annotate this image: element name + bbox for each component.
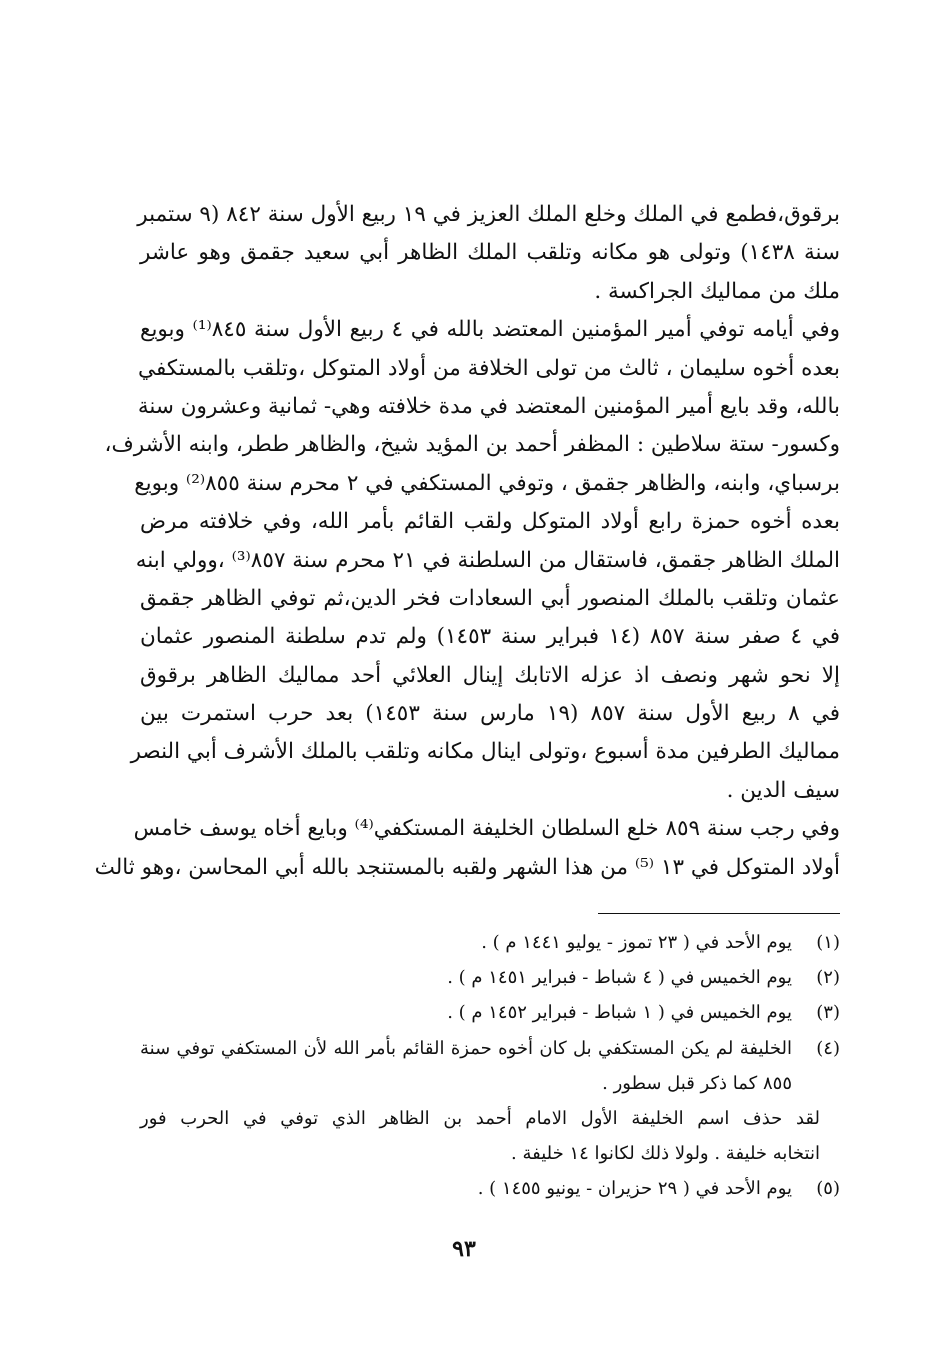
footnote-item [140, 995, 840, 1030]
text-line: وفي أيامه توفي أمير المؤمنين المعتضد بالله في ٤ ربيع الأول سنة ٨٤٥⁽¹⁾ وبويع [140, 317, 841, 343]
text-line: برقوق،فطمع في الملك وخلع الملك العزيز في ١٩ ربيع الأول سنة ٨٤٢ (٩ ستمبر [137, 202, 840, 227]
footnote-text: ٨٥٥ كما ذكر قبل سطور . [602, 1072, 792, 1094]
text-line: بعده أخوه حمزة رابع أولاد المتوكل ولقب القائم بأمر الله، وفي خلافته مرض [140, 509, 840, 535]
text-line: وفي رجب سنة ٨٥٩ خلع السلطان الخليفة المستكفي⁽⁴⁾ وبايع أخاه يوسف خامس [133, 816, 840, 842]
footnote-number: (١) [816, 932, 840, 953]
text-line: في ٤ صفر سنة ٨٥٧ (١٤ فبراير سنة ١٤٥٣) ولم تدم سلطنة المنصور عثمان [140, 624, 840, 650]
footnote-continuation [140, 1101, 840, 1136]
text-line: برسباي، وابنه، والظاهر جقمق ، وتوفي المستكفي في ٢ محرم سنة ٨٥٥⁽²⁾ وبويع [134, 470, 840, 496]
text-line: بعده أخوه سليمان ، ثالث من تولى الخلافة من أولاد المتوكل ،وتلقب بالمستكفي [138, 355, 840, 381]
footnote-number: (٢) [816, 967, 840, 989]
text-line: الملك الظاهر جقمق، فاستقال من السلطنة في ٢١ محرم سنة ٨٥٧⁽³⁾ ،وولي ابنه [135, 547, 840, 573]
text-line: سنة ١٤٣٨) وتولى هو مكانه وتلقب الملك الظاهر أبي سعيد جقمق وهو عاشر [140, 240, 840, 266]
text-line: سيف الدين . [726, 777, 840, 803]
footnote-continuation [140, 1066, 840, 1101]
footnote-text: يوم الخميس في ( ٤ شباط - فبراير ١٤٥١ م ) . [447, 967, 792, 989]
text-line: إلا نحو شهر ونصف اذ عزله الاتابك إينال العلائي أحد مماليك الظاهر برقوق [140, 662, 840, 688]
footnote-text: انتخابه خليفة . ولولا ذلك لكانوا ١٤ خليفة . [511, 1143, 820, 1165]
footnote-number: (٤) [816, 1037, 840, 1059]
footnote-item [140, 1171, 840, 1206]
footnote-text: الخليفة لم يكن المستكفي بل كان أخوه حمزة القائم بأمر الله لأن المستكفي توفي سنة [140, 1037, 792, 1059]
footnote-item [140, 925, 840, 960]
text-line: مماليك الطرفين مدة أسبوع ،وتولى اينال مكانه وتلقب بالملك الأشرف أبي النصر [130, 739, 840, 765]
footnote-text: يوم الأحد في ( ٢٣ تموز - يوليو ١٤٤١ م ) . [481, 932, 792, 953]
footnote-text: يوم الأحد في ( ٢٩ حزيران - يونيو ١٤٥٥ ) . [477, 1178, 792, 1200]
footnote-text: لقد حذف اسم الخليفة الأول الامام أحمد بن الظاهر الذي توفي في الحرب فور [140, 1107, 820, 1129]
text-line: أولاد المتوكل في ١٣ ⁽⁵⁾ من هذا الشهر ولقبه بالمستنجد بالله أبي المحاسن ،وهو ثالث [94, 854, 840, 880]
text-line: في ٨ ربيع الأول سنة ٨٥٧ (١٩ مارس سنة ١٤٥٣) بعد حرب استمرت بين [140, 701, 840, 727]
text-line: عثمان وتلقب بالملك المنصور أبي السعادات فخر الدين،ثم توفي الظاهر جقمق [140, 585, 840, 611]
footnotes [140, 925, 840, 1207]
footnote-divider [598, 913, 840, 914]
page-number: ٩٣ [452, 1236, 476, 1262]
footnote-number: (٥) [816, 1178, 840, 1200]
footnote-number: (٣) [816, 1002, 840, 1024]
footnote-text: يوم الخميس في ( ١ شباط - فبراير ١٤٥٢ م ) . [447, 1002, 792, 1024]
footnote-item [140, 1031, 840, 1066]
text-line: وكسور- ستة سلاطين : المظفر أحمد بن المؤيد شيخ، والظاهر ططر، وابنه الأشرف، [104, 432, 840, 458]
footnote-item [140, 960, 840, 995]
text-line: ملك من مماليك الجراكسة . [594, 278, 840, 304]
main-text [94, 196, 841, 887]
text-line: بالله، وقد بايع أمير المؤمنين المعتضد في مدة خلافته وهي- ثمانية وعشرون سنة [137, 393, 840, 419]
footnote-continuation [140, 1136, 840, 1171]
